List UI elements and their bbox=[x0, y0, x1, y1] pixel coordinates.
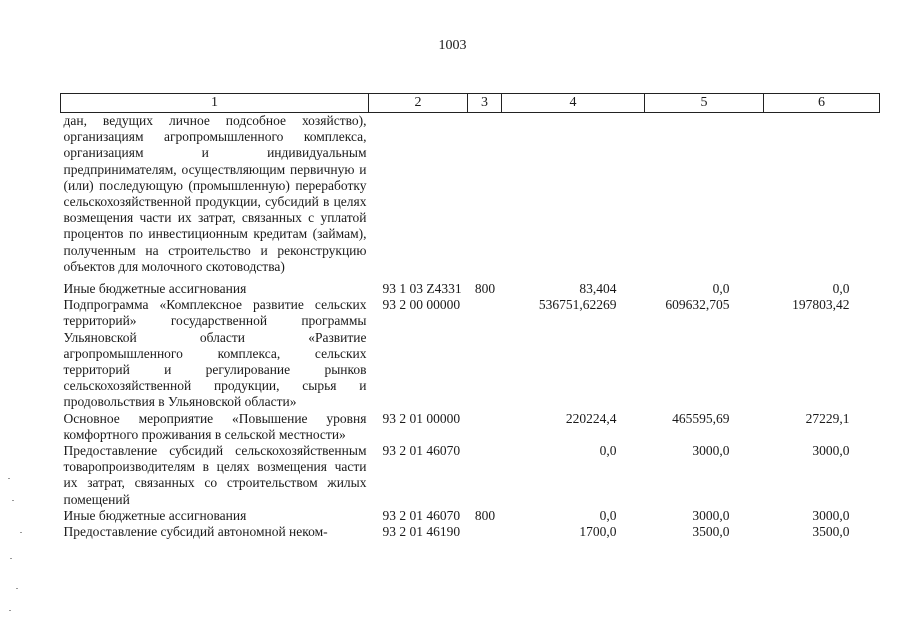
row-value-col6: 197803,42 bbox=[792, 297, 850, 313]
row-description: Иные бюджетные ассигнования bbox=[63, 507, 247, 523]
column-header: 6 bbox=[764, 94, 880, 113]
row-expense-type bbox=[468, 411, 502, 443]
row-value-col6: 3000,0 bbox=[812, 443, 850, 459]
row-value-col5: 3000,0 bbox=[692, 443, 730, 459]
row-value-col4: 220224,4 bbox=[565, 410, 617, 426]
row-description: Основное мероприятие «Повышение уровня комфортного проживания в сельской местности» bbox=[63, 410, 367, 442]
column-header: 3 bbox=[468, 94, 502, 113]
row-value-col4: 536751,62269 bbox=[538, 297, 617, 313]
row-expense-type: 800 bbox=[474, 507, 496, 523]
row-value-col6 bbox=[764, 113, 880, 276]
row-expense-type bbox=[468, 297, 502, 410]
column-header: 2 bbox=[369, 94, 468, 113]
row-value-col5: 465595,69 bbox=[672, 410, 730, 426]
table-row bbox=[61, 113, 880, 276]
row-value-col5: 3500,0 bbox=[692, 524, 730, 540]
row-description: Подпрограмма «Комплексное развитие сельских территорий» государственной программы Ульяновской области «Развитие агропромышленного комплекса, сельских территорий и регулирование рынков сельскохозяйственной продукции, сырья и продовольствия в Ульяновской области» bbox=[63, 297, 367, 410]
row-code: 93 2 00 00000 bbox=[382, 297, 461, 313]
scan-margin-marks bbox=[6, 470, 30, 620]
row-description: дан, ведущих личное подсобное хозяйство), организациям агропромышленного комплекса, организациям и индивидуальным предпринимателям, осуществляющим первичную и (или) последующую (промышленную) переработку сельскохозяйственной продукции, субсидий в целях возмещения части их затрат, связанных с уплатой процентов по инвестиционным кредитам (займам), полученным на строительство и реконструкцию объектов для молочного скотоводства) bbox=[63, 113, 367, 274]
row-value-col4: 83,404 bbox=[579, 281, 617, 297]
row-value-col6: 0,0 bbox=[832, 281, 850, 297]
row-value-col5: 0,0 bbox=[712, 281, 730, 297]
row-code: 93 1 03 Z4331 bbox=[382, 281, 462, 297]
row-value-col5 bbox=[645, 113, 764, 276]
row-description: Предоставление субсидий автономной неком- bbox=[63, 524, 328, 540]
row-description: Предоставление субсидий сельскохозяйственным товаропроизводителям в целях возмещения части их затрат, связанных со строительством жилых помещений bbox=[63, 443, 367, 507]
row-value-col4: 1700,0 bbox=[579, 524, 617, 540]
row-value-col6: 3000,0 bbox=[812, 507, 850, 523]
row-code: 93 2 01 00000 bbox=[382, 410, 461, 426]
table-row bbox=[61, 281, 880, 297]
row-description: Иные бюджетные ассигнования bbox=[63, 281, 247, 297]
table-row bbox=[61, 411, 880, 443]
column-header: 4 bbox=[502, 94, 645, 113]
table-row bbox=[61, 508, 880, 524]
budget-table bbox=[60, 93, 880, 540]
table-row bbox=[61, 297, 880, 410]
row-code bbox=[369, 113, 468, 276]
row-value-col6: 27229,1 bbox=[805, 410, 850, 426]
table-row bbox=[61, 443, 880, 508]
row-expense-type bbox=[468, 524, 502, 540]
row-value-col4: 0,0 bbox=[599, 443, 617, 459]
table-row bbox=[61, 524, 880, 540]
row-expense-type bbox=[468, 443, 502, 508]
row-value-col5: 609632,705 bbox=[665, 297, 730, 313]
row-code: 93 2 01 46070 bbox=[382, 507, 461, 523]
row-code: 93 2 01 46070 bbox=[382, 443, 461, 459]
row-value-col4 bbox=[502, 113, 645, 276]
row-value-col5: 3000,0 bbox=[692, 507, 730, 523]
table-header-row bbox=[61, 94, 880, 113]
column-header: 1 bbox=[61, 94, 369, 113]
column-header: 5 bbox=[645, 94, 764, 113]
row-code: 93 2 01 46190 bbox=[382, 524, 461, 540]
row-expense-type bbox=[468, 113, 502, 276]
row-value-col4: 0,0 bbox=[599, 507, 617, 523]
row-value-col6: 3500,0 bbox=[812, 524, 850, 540]
page-number: 1003 bbox=[438, 38, 467, 53]
row-expense-type: 800 bbox=[474, 281, 496, 297]
